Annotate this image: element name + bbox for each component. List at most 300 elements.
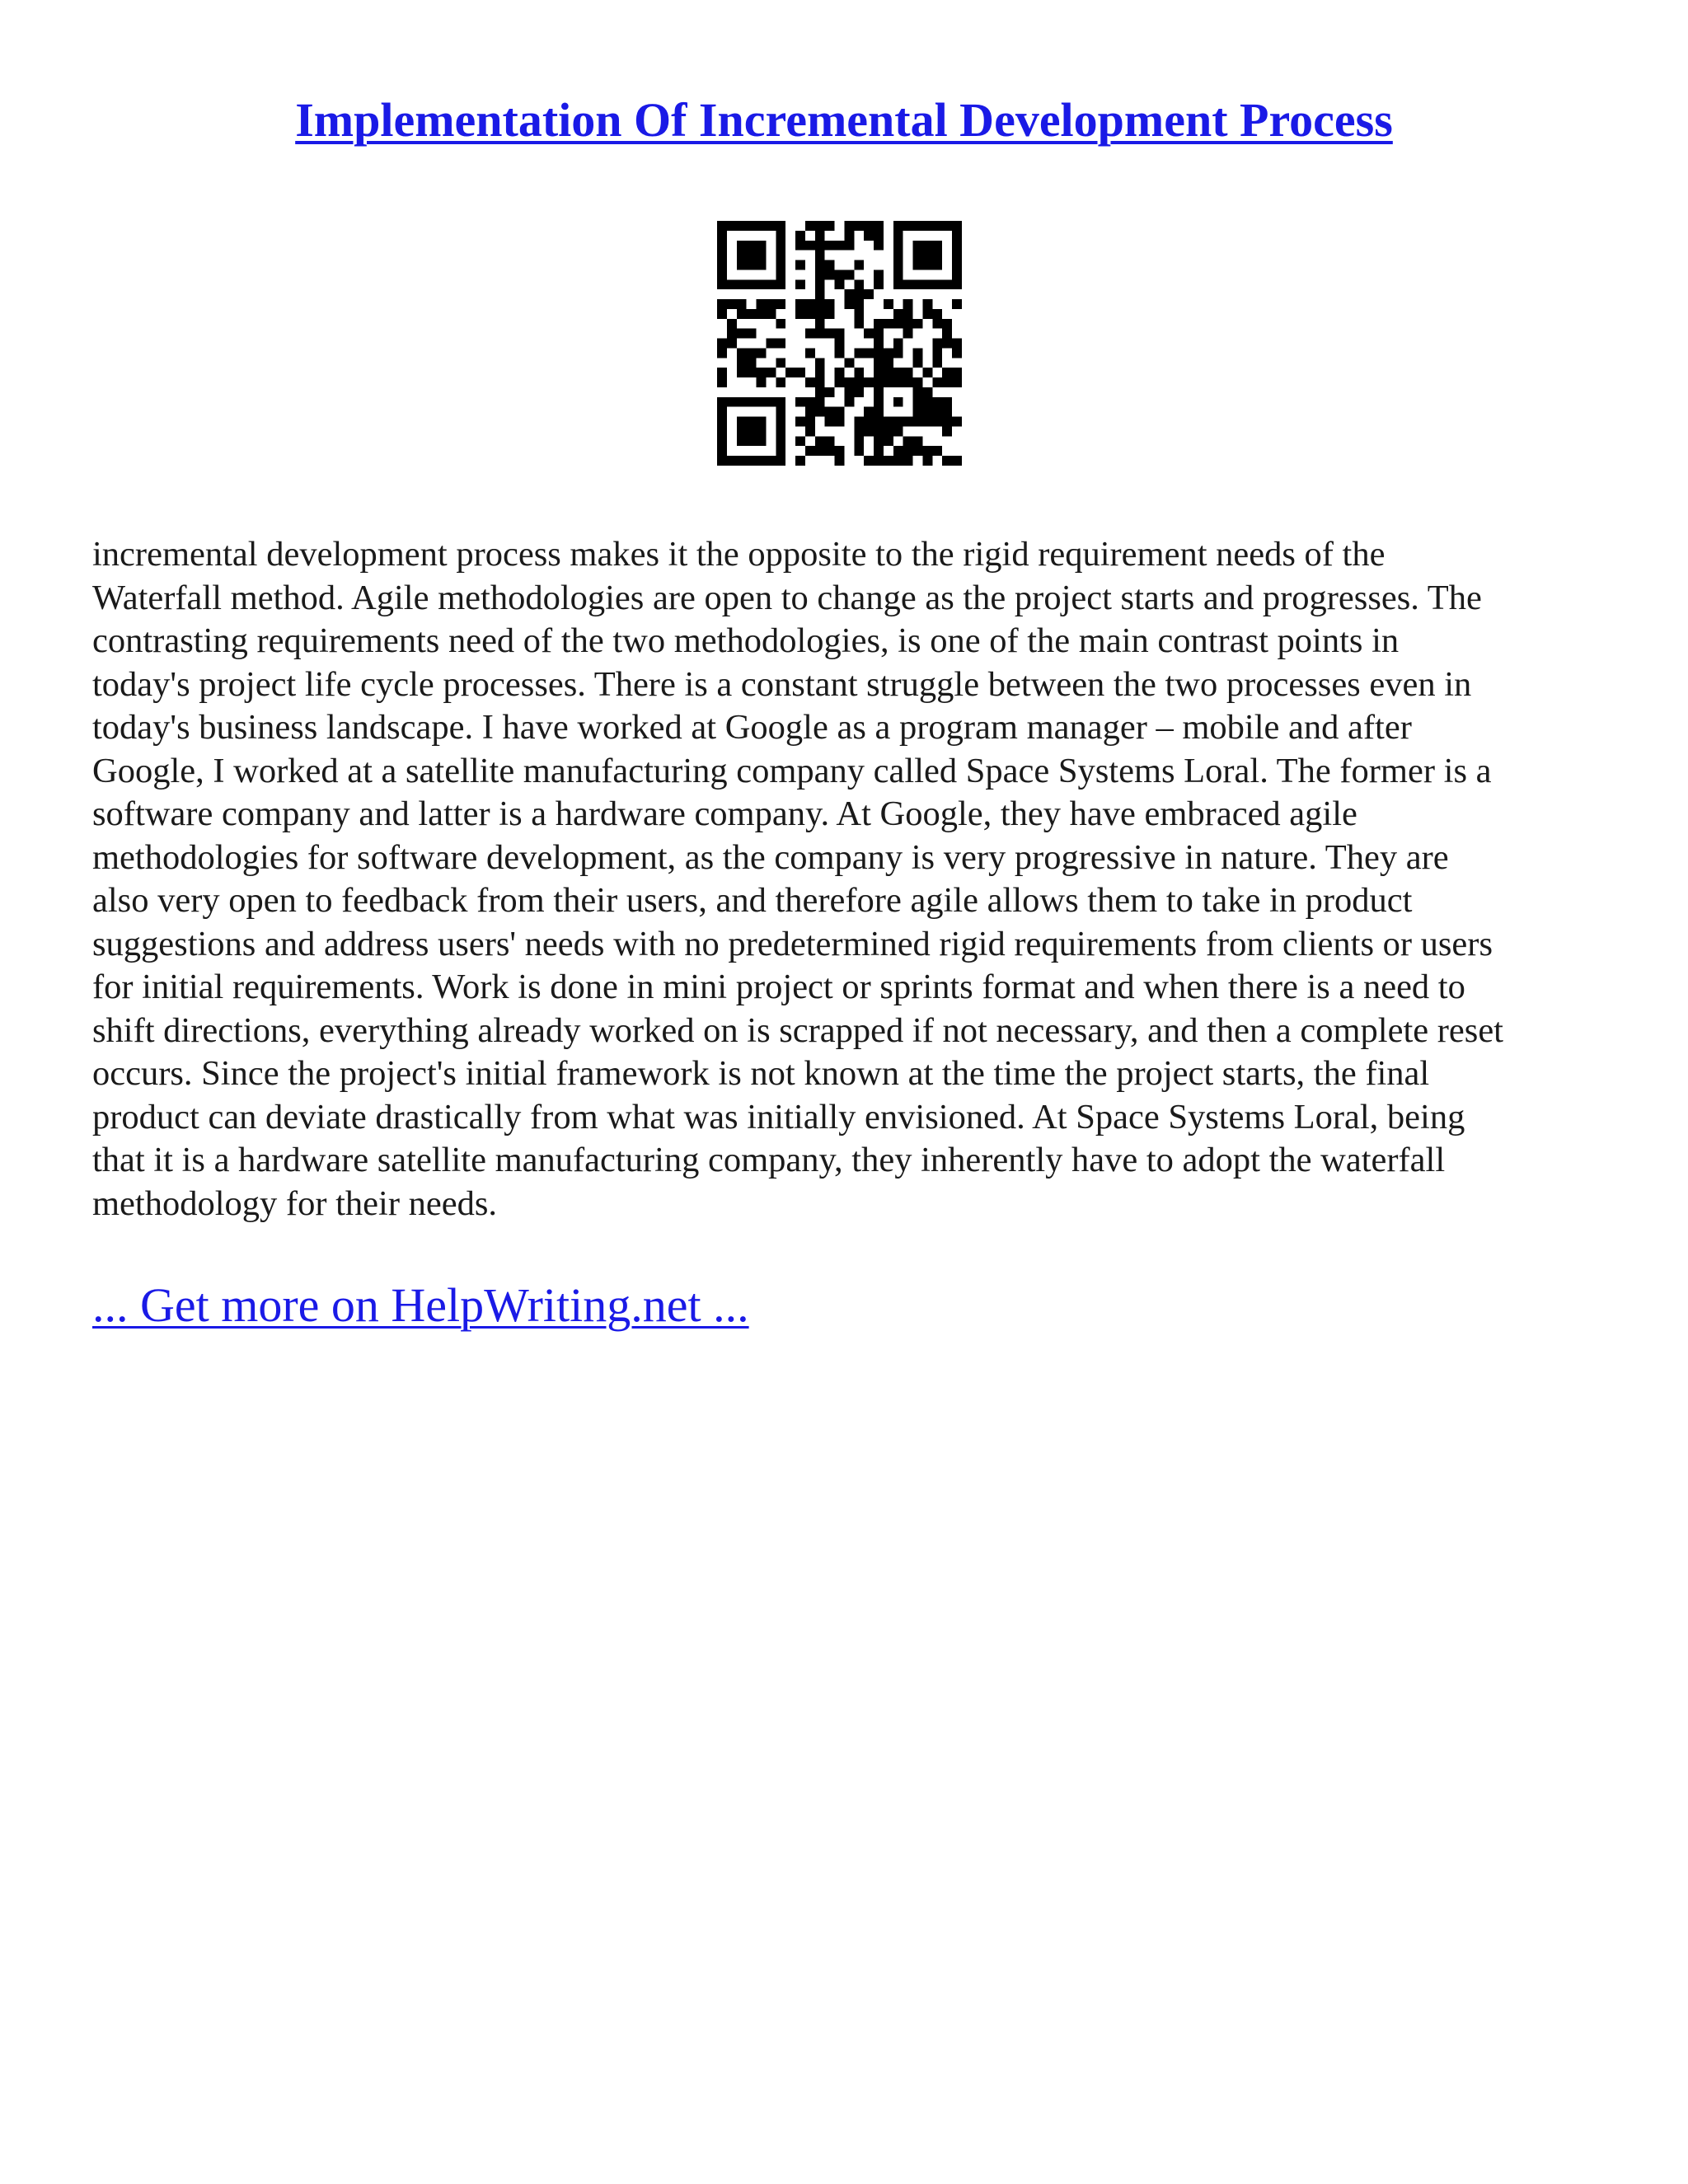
qr-module: [903, 436, 913, 446]
qr-module: [727, 339, 737, 349]
body-line: product can deviate drastically from what was initially envisioned. At Space Systems Loral, being: [92, 1097, 1465, 1137]
body-line: methodology for their needs.: [92, 1183, 497, 1223]
qr-module: [835, 456, 845, 466]
qr-module: [844, 231, 854, 241]
qr-module: [825, 329, 835, 339]
qr-module: [737, 348, 747, 358]
qr-module: [805, 397, 815, 407]
qr-module: [835, 269, 845, 279]
qr-module: [815, 289, 825, 299]
qr-module: [835, 329, 845, 339]
qr-module: [874, 377, 884, 387]
qr-module: [825, 241, 835, 251]
qr-module: [844, 397, 854, 407]
qr-module: [747, 456, 757, 466]
qr-module: [815, 436, 825, 446]
qr-module: [913, 397, 923, 407]
qr-module: [942, 279, 952, 289]
qr-module: [815, 241, 825, 251]
qr-module: [854, 446, 864, 456]
qr-module: [913, 260, 923, 270]
qr-module: [893, 339, 903, 349]
qr-module: [757, 309, 767, 319]
qr-module: [717, 426, 727, 436]
qr-module: [747, 251, 757, 260]
qr-module: [835, 339, 845, 349]
qr-module: [727, 397, 737, 407]
qr-module: [717, 407, 727, 417]
qr-module: [757, 221, 767, 231]
qr-module: [874, 241, 884, 251]
qr-module: [884, 456, 893, 466]
qr-module: [805, 348, 815, 358]
qr-module: [795, 260, 805, 270]
qr-module: [835, 368, 845, 377]
qr-module: [874, 221, 884, 231]
qr-module: [776, 299, 785, 309]
qr-module: [874, 348, 884, 358]
qr-module: [942, 368, 952, 377]
qr-module: [717, 456, 727, 466]
qr-module: [932, 397, 942, 407]
qr-module: [776, 407, 785, 417]
qr-module: [776, 221, 785, 231]
body-line: Google, I worked at a satellite manufacturing company called Space Systems Loral. The former is a: [92, 751, 1492, 790]
qr-module: [795, 397, 805, 407]
qr-module: [747, 260, 757, 270]
qr-module: [757, 260, 767, 270]
qr-module: [776, 269, 785, 279]
qr-module: [932, 309, 942, 319]
qr-module: [864, 407, 874, 417]
qr-module: [815, 387, 825, 397]
qr-module: [815, 279, 825, 289]
qr-module: [932, 377, 942, 387]
qr-module: [884, 358, 893, 368]
qr-module: [717, 397, 727, 407]
body-line: Waterfall method. Agile methodologies are open to change as the project starts and progresses. The: [92, 578, 1482, 617]
body-line: methodologies for software development, as the company is very progressive in nature. They are: [92, 837, 1449, 877]
qr-module: [737, 279, 747, 289]
qr-module: [874, 407, 884, 417]
qr-module: [854, 417, 864, 427]
qr-module: [952, 348, 962, 358]
qr-module: [932, 348, 942, 358]
qr-module: [864, 377, 874, 387]
qr-module: [727, 279, 737, 289]
qr-module: [913, 221, 923, 231]
qr-module: [766, 299, 776, 309]
qr-module: [942, 456, 952, 466]
qr-module: [874, 329, 884, 339]
qr-module: [785, 368, 795, 377]
qr-module: [952, 260, 962, 270]
qr-module: [844, 269, 854, 279]
body-line: occurs. Since the project's initial framework is not known at the time the project starts, the final: [92, 1054, 1430, 1093]
qr-module: [805, 377, 815, 387]
qr-module: [815, 407, 825, 417]
qr-module: [893, 221, 903, 231]
qr-module: [795, 241, 805, 251]
qr-module: [854, 368, 864, 377]
qr-module: [747, 368, 757, 377]
qr-module: [776, 436, 785, 446]
qr-module: [844, 221, 854, 231]
qr-module: [795, 417, 805, 427]
qr-module: [913, 279, 923, 289]
qr-module: [727, 299, 737, 309]
qr-module: [747, 426, 757, 436]
qr-module: [922, 241, 932, 251]
qr-module: [874, 426, 884, 436]
qr-module: [776, 358, 785, 368]
qr-module: [932, 221, 942, 231]
qr-module: [922, 407, 932, 417]
qr-module: [854, 260, 864, 270]
qr-module: [893, 260, 903, 270]
qr-module: [747, 241, 757, 251]
qr-module: [825, 446, 835, 456]
qr-module: [844, 387, 854, 397]
qr-module: [717, 299, 727, 309]
qr-module: [854, 426, 864, 436]
qr-module: [952, 456, 962, 466]
qr-module: [815, 260, 825, 270]
qr-module: [815, 299, 825, 309]
body-line: today's project life cycle processes. There is a constant struggle between the two processes even in: [92, 664, 1472, 704]
qr-module: [932, 407, 942, 417]
qr-module: [922, 309, 932, 319]
qr-module: [874, 279, 884, 289]
qr-module: [893, 241, 903, 251]
qr-module: [776, 456, 785, 466]
qr-module: [737, 241, 747, 251]
qr-module: [922, 446, 932, 456]
qr-module: [903, 456, 913, 466]
qr-module: [922, 397, 932, 407]
qr-module: [893, 251, 903, 260]
qr-module: [884, 377, 893, 387]
qr-module: [913, 241, 923, 251]
qr-module: [717, 368, 727, 377]
qr-module: [815, 221, 825, 231]
qr-module: [825, 436, 835, 446]
qr-module: [795, 309, 805, 319]
qr-module: [825, 269, 835, 279]
qr-module: [757, 241, 767, 251]
qr-module: [854, 299, 864, 309]
qr-module: [864, 221, 874, 231]
qr-module: [874, 269, 884, 279]
qr-module: [795, 231, 805, 241]
qr-module: [747, 348, 757, 358]
qr-module: [903, 279, 913, 289]
qr-module: [854, 309, 864, 319]
qr-module: [737, 309, 747, 319]
qr-module: [952, 377, 962, 387]
qr-module: [805, 221, 815, 231]
qr-code-icon: [717, 221, 962, 466]
qr-module: [884, 319, 893, 329]
body-line: contrasting requirements need of the two methodologies, is one of the main contrast points in: [92, 621, 1400, 660]
qr-module: [903, 417, 913, 427]
qr-module: [776, 251, 785, 260]
qr-module: [854, 279, 864, 289]
qr-module: [942, 407, 952, 417]
qr-module: [893, 377, 903, 387]
qr-module: [913, 377, 923, 387]
qr-module: [805, 329, 815, 339]
qr-module: [884, 368, 893, 377]
qr-module: [757, 456, 767, 466]
qr-module: [776, 339, 785, 349]
body-line: incremental development process makes it the opposite to the rigid requirement needs of the: [92, 535, 1386, 574]
qr-module: [737, 436, 747, 446]
qr-module: [757, 368, 767, 377]
body-line: that it is a hardware satellite manufacturing company, they inherently have to adopt the waterfall: [92, 1141, 1446, 1179]
qr-module: [815, 251, 825, 260]
qr-module: [776, 377, 785, 387]
qr-module: [913, 251, 923, 260]
qr-module: [854, 348, 864, 358]
qr-module: [932, 446, 942, 456]
qr-module: [776, 397, 785, 407]
qr-module: [922, 417, 932, 427]
qr-module: [717, 377, 727, 387]
qr-module: [952, 417, 962, 427]
qr-module: [874, 358, 884, 368]
qr-module: [717, 309, 727, 319]
qr-module: [922, 221, 932, 231]
qr-module: [922, 299, 932, 309]
body-line: software company and latter is a hardware company. At Google, they have embraced agile: [92, 794, 1357, 833]
qr-module: [893, 456, 903, 466]
qr-module: [942, 339, 952, 349]
qr-module: [874, 436, 884, 446]
qr-module: [932, 319, 942, 329]
qr-module: [864, 231, 874, 241]
qr-module: [922, 260, 932, 270]
qr-module: [835, 407, 845, 417]
page-title: [0, 89, 1688, 152]
qr-module: [825, 417, 835, 427]
qr-module: [952, 299, 962, 309]
qr-module: [913, 387, 923, 397]
qr-module: [913, 407, 923, 417]
qr-module: [766, 279, 776, 289]
qr-module: [893, 279, 903, 289]
body-line: today's business landscape. I have worked at Google as a program manager – mobile and after: [92, 708, 1412, 747]
qr-module: [913, 348, 923, 358]
qr-module: [952, 279, 962, 289]
qr-module: [874, 397, 884, 407]
qr-module: [747, 397, 757, 407]
qr-module: [737, 426, 747, 436]
qr-module: [717, 446, 727, 456]
qr-module: [737, 358, 747, 368]
qr-module: [903, 319, 913, 329]
qr-module: [844, 289, 854, 299]
qr-module: [835, 417, 845, 427]
qr-module: [776, 260, 785, 270]
qr-module: [747, 279, 757, 289]
qr-module: [747, 221, 757, 231]
qr-module: [825, 407, 835, 417]
qr-module: [835, 348, 845, 358]
qr-module: [776, 241, 785, 251]
qr-module: [776, 417, 785, 427]
qr-module: [795, 299, 805, 309]
qr-module: [922, 456, 932, 466]
qr-module: [795, 436, 805, 446]
qr-module: [815, 329, 825, 339]
qr-module: [717, 417, 727, 427]
qr-module: [893, 231, 903, 241]
qr-module: [854, 319, 864, 329]
qr-module: [942, 329, 952, 339]
qr-module: [942, 426, 952, 436]
body-line: for initial requirements. Work is done in mini project or sprints format and when there is a need to: [92, 968, 1465, 1006]
title-link[interactable]: Implementation Of Incremental Development Process: [295, 93, 1393, 147]
qr-module: [776, 446, 785, 456]
qr-module: [893, 368, 903, 377]
qr-module: [903, 309, 913, 319]
qr-module: [864, 348, 874, 358]
qr-module: [854, 289, 864, 299]
qr-module: [884, 417, 893, 427]
qr-module: [952, 241, 962, 251]
qr-module: [717, 241, 727, 251]
qr-module: [884, 436, 893, 446]
qr-module: [766, 339, 776, 349]
qr-module: [757, 251, 767, 260]
qr-module: [932, 260, 942, 270]
qr-module: [795, 456, 805, 466]
qr-module: [922, 279, 932, 289]
qr-module: [757, 436, 767, 446]
qr-module: [805, 417, 815, 427]
body-line: shift directions, everything already worked on is scrapped if not necessary, and then a complete reset: [92, 1010, 1503, 1050]
qr-module: [815, 358, 825, 368]
qr-module: [835, 279, 845, 289]
qr-module: [903, 221, 913, 231]
qr-module: [893, 426, 903, 436]
qr-module: [717, 348, 727, 358]
qr-module: [717, 269, 727, 279]
qr-module: [913, 319, 923, 329]
qr-module: [903, 446, 913, 456]
qr-module: [717, 260, 727, 270]
qr-module: [795, 279, 805, 289]
qr-module: [757, 348, 767, 358]
qr-module: [825, 387, 835, 397]
qr-module: [874, 339, 884, 349]
qr-module: [893, 319, 903, 329]
qr-module: [952, 339, 962, 349]
qr-module: [776, 319, 785, 329]
qr-module: [815, 319, 825, 329]
qr-module: [747, 417, 757, 427]
qr-module: [766, 221, 776, 231]
qr-module: [835, 241, 845, 251]
qr-module: [884, 299, 893, 309]
qr-module: [854, 436, 864, 446]
qr-module: [747, 358, 757, 368]
qr-module: [737, 251, 747, 260]
qr-module: [776, 279, 785, 289]
qr-module: [815, 231, 825, 241]
qr-module: [942, 221, 952, 231]
qr-module: [942, 377, 952, 387]
qr-module: [874, 417, 884, 427]
qr-module: [835, 377, 845, 387]
qr-module: [815, 377, 825, 387]
qr-module: [815, 446, 825, 456]
qr-module: [884, 426, 893, 436]
qr-module: [805, 299, 815, 309]
qr-module: [727, 456, 737, 466]
qr-module: [874, 446, 884, 456]
body-paragraph: [92, 533, 1601, 1226]
qr-module: [893, 397, 903, 407]
qr-module: [874, 368, 884, 377]
qr-module: [825, 299, 835, 309]
qr-module: [903, 299, 913, 309]
qr-module: [903, 377, 913, 387]
qr-module: [884, 348, 893, 358]
qr-module: [727, 329, 737, 339]
qr-module: [776, 426, 785, 436]
qr-module: [795, 368, 805, 377]
qr-module: [737, 417, 747, 427]
get-more-link[interactable]: ... Get more on HelpWriting.net ...: [92, 1278, 749, 1332]
qr-module: [952, 251, 962, 260]
qr-module: [766, 456, 776, 466]
qr-module: [864, 426, 874, 436]
qr-module: [717, 279, 727, 289]
qr-module: [854, 377, 864, 387]
qr-module: [805, 241, 815, 251]
qr-module: [874, 387, 884, 397]
qr-module: [766, 309, 776, 319]
qr-module: [815, 309, 825, 319]
qr-module: [825, 260, 835, 270]
qr-module: [903, 368, 913, 377]
qr-module: [805, 426, 815, 436]
qr-module: [737, 329, 747, 339]
qr-module: [737, 397, 747, 407]
qr-module: [737, 368, 747, 377]
qr-module: [737, 221, 747, 231]
body-line: also very open to feedback from their users, and therefore agile allows them to take in product: [92, 881, 1413, 920]
qr-module: [942, 397, 952, 407]
qr-module: [757, 377, 767, 387]
qr-module: [922, 368, 932, 377]
qr-module: [922, 251, 932, 260]
qr-module: [825, 221, 835, 231]
qr-module: [737, 260, 747, 270]
qr-module: [727, 221, 737, 231]
qr-module: [835, 446, 845, 456]
qr-module: [757, 279, 767, 289]
qr-module: [844, 241, 854, 251]
qr-module: [952, 221, 962, 231]
qr-module: [805, 309, 815, 319]
qr-module: [874, 231, 884, 241]
qr-module: [815, 368, 825, 377]
qr-module: [903, 329, 913, 339]
qr-module: [717, 339, 727, 349]
